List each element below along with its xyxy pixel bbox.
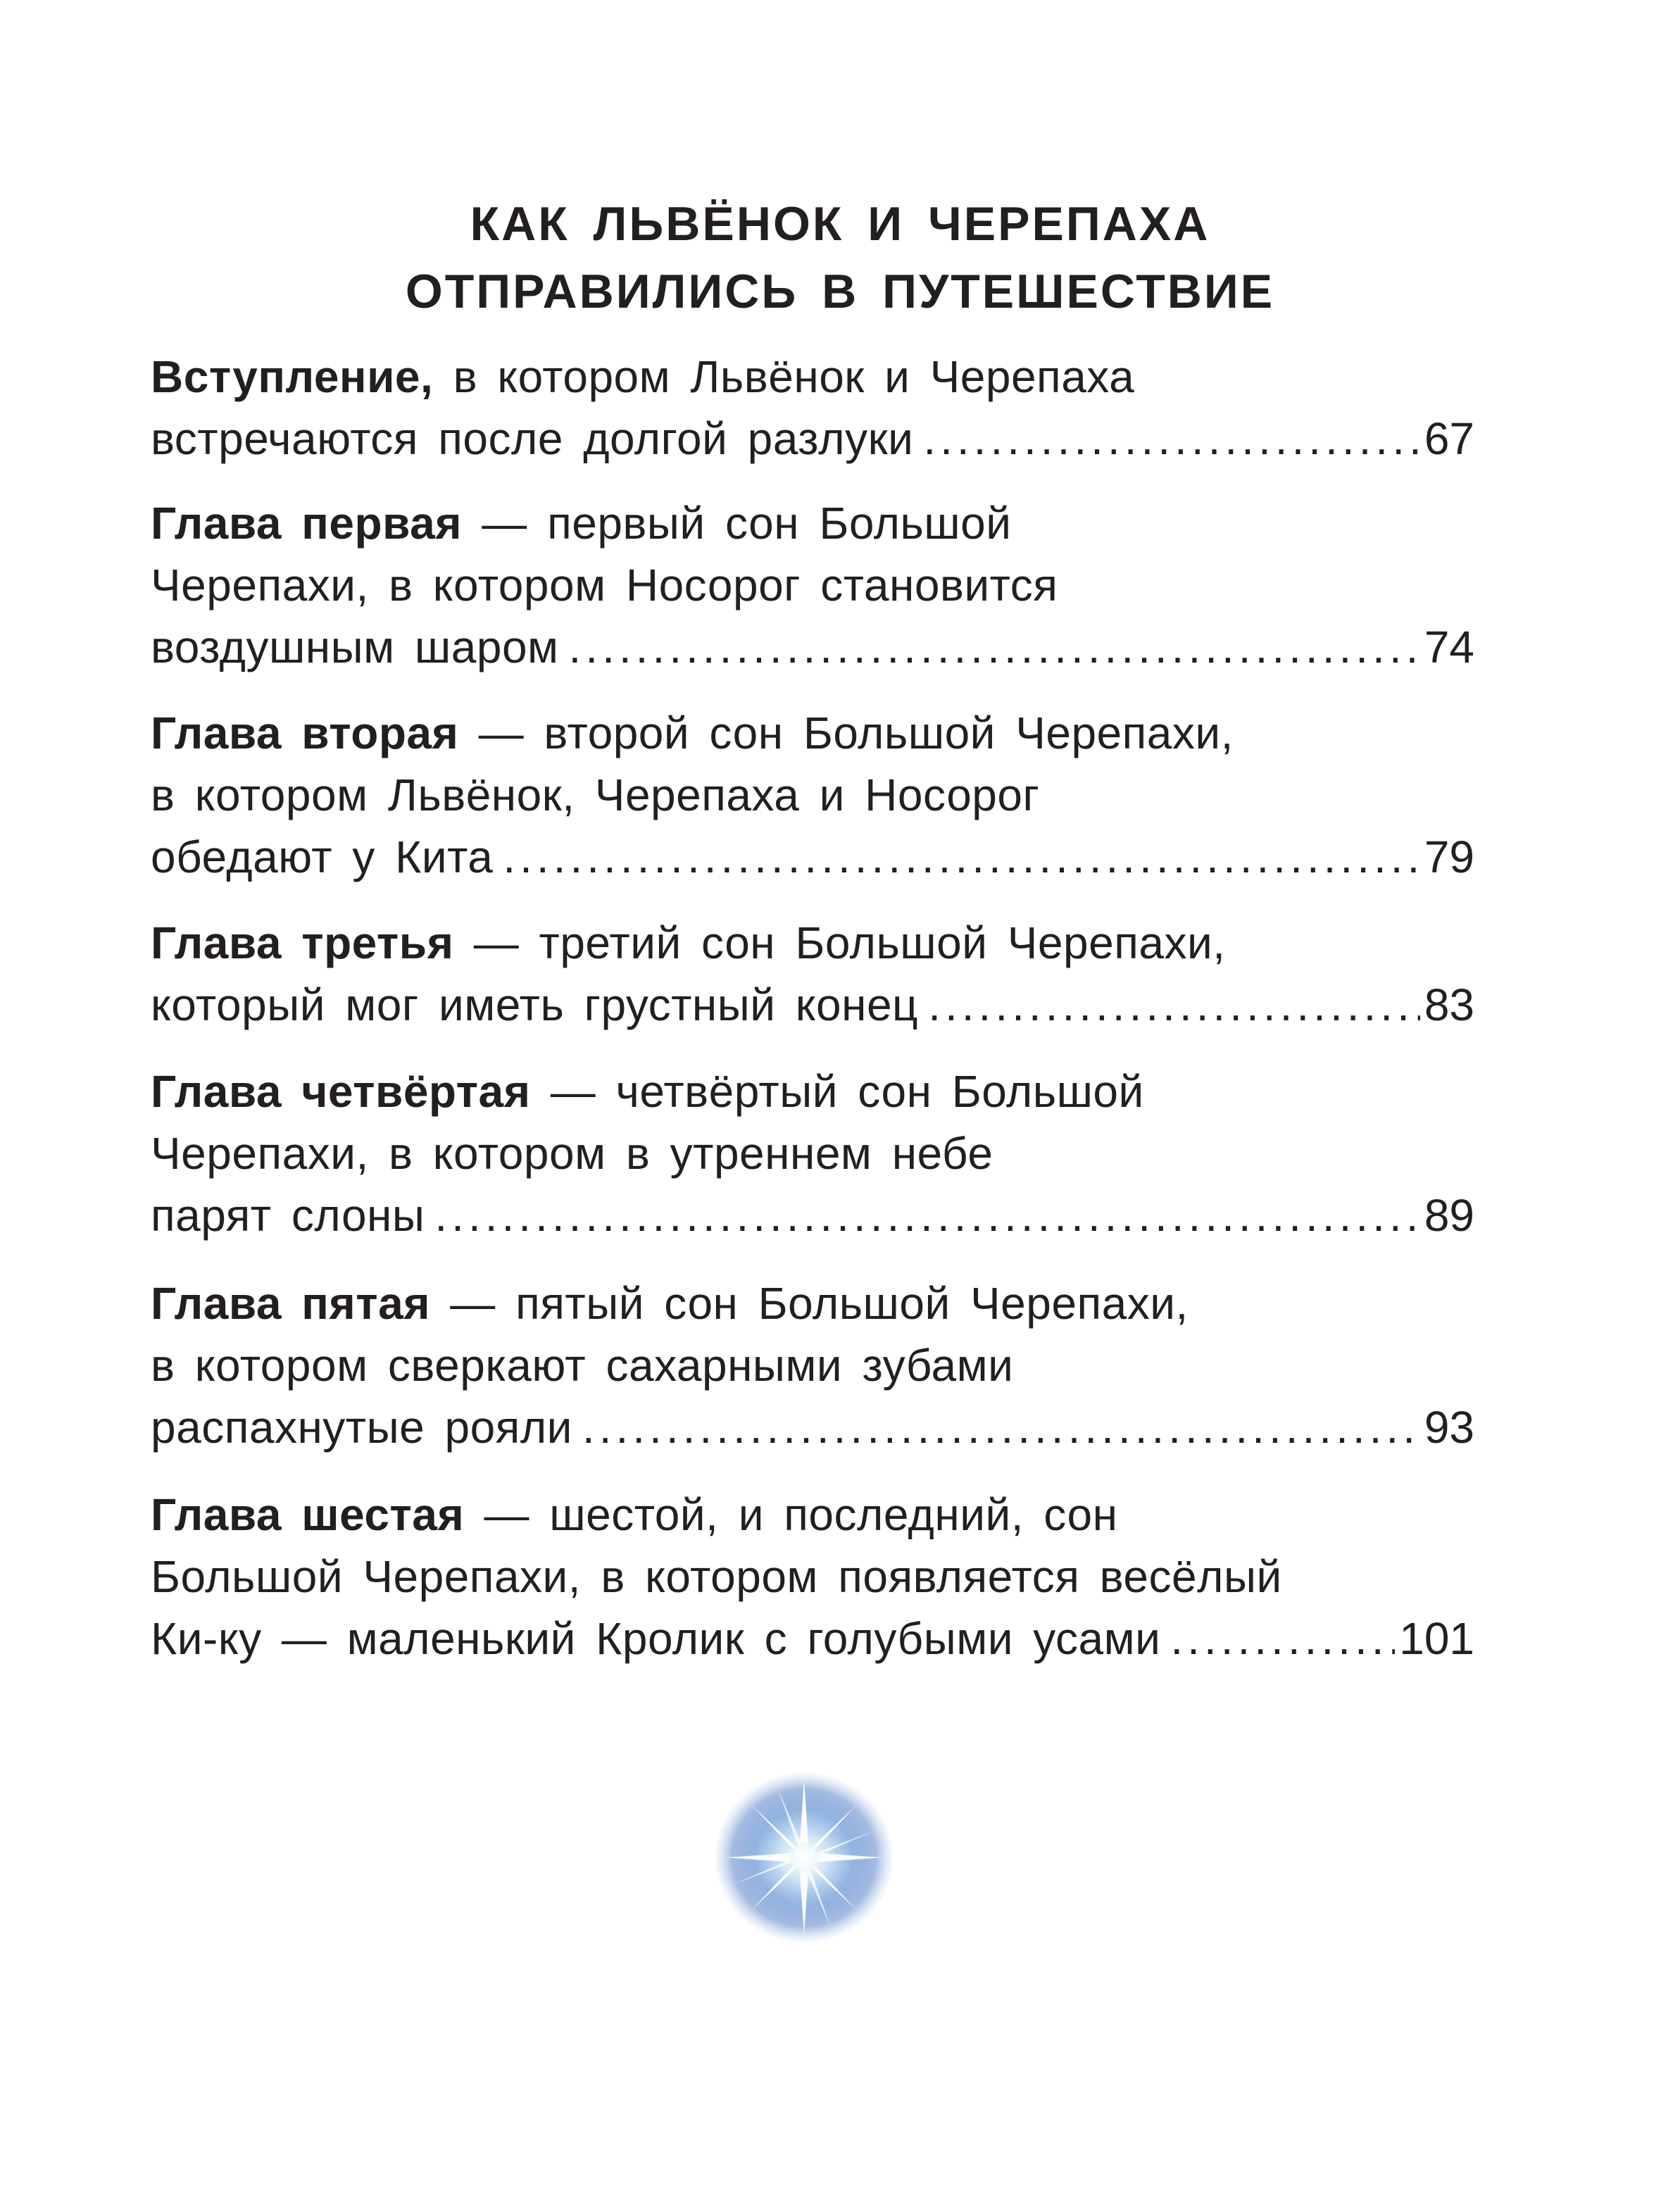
toc-entry-description: Черепахи, в котором в утреннем небе <box>151 1128 993 1179</box>
toc-page-number: 79 <box>1424 832 1474 882</box>
toc-entry-description: Большой Черепахи, в котором появляется весёлый <box>151 1551 1282 1602</box>
toc-entry-text <box>151 770 1039 820</box>
toc-entry-description: в котором Львёнок, Черепаха и Носорог <box>151 770 1040 820</box>
toc-leader-dots <box>1170 1607 1395 1670</box>
toc-entry-last-line <box>151 1184 1474 1247</box>
toc-entry-line <box>151 1272 1474 1335</box>
toc-entry-text <box>151 615 559 679</box>
toc-page-number: 83 <box>1424 979 1474 1030</box>
toc-entry-line <box>151 1483 1474 1546</box>
toc-entry-text <box>151 351 1134 402</box>
toc-entry-text <box>151 1184 425 1247</box>
toc-leader-dots <box>434 1184 1419 1247</box>
page-title-line-2: ОТПРАВИЛИСЬ В ПУТЕШЕСТВИЕ <box>405 265 1275 318</box>
toc-entry-line <box>151 1060 1474 1123</box>
page-title-line-1: КАК ЛЬВЁНОК И ЧЕРЕПАХА <box>470 197 1210 251</box>
toc-entry-last-line <box>151 407 1474 470</box>
toc-page-number: 74 <box>1424 622 1474 672</box>
toc-leader-dots <box>923 407 1420 470</box>
toc-entry-line <box>151 553 1474 617</box>
toc-entry-description: Ки-ку — маленький Кролик с голубыми усами <box>151 1613 1161 1664</box>
toc-entry-text <box>151 1340 1013 1391</box>
toc-entry-line <box>151 701 1474 765</box>
toc-entry-line <box>151 763 1474 827</box>
toc-leader-dots <box>503 825 1419 889</box>
toc-entry-label: Глава первая <box>151 498 462 549</box>
toc-entry-line <box>151 911 1474 975</box>
toc-entry-line <box>151 345 1474 408</box>
toc-entry-text <box>151 918 1225 968</box>
toc-entry-line <box>151 491 1474 555</box>
toc-entry-description: встречаются после долгой разлуки <box>151 413 914 464</box>
toc-entry-text <box>151 708 1234 758</box>
toc-entry-description: распахнутые рояли <box>151 1402 572 1453</box>
toc-entry-label: Глава четвёртая <box>151 1066 531 1117</box>
page-title <box>0 190 1680 325</box>
toc-page-number: 101 <box>1399 1613 1474 1664</box>
toc-leader-dots <box>928 973 1420 1037</box>
toc-entry-description: парят слоны <box>151 1190 425 1241</box>
toc-entry-text <box>151 1551 1282 1602</box>
toc-entry-description: Черепахи, в котором Носорог становится <box>151 560 1058 611</box>
toc-entry-description: в котором Львёнок и Черепаха <box>433 351 1135 402</box>
toc-entry-last-line <box>151 1396 1474 1459</box>
toc-entry-description: — первый сон Большой <box>462 498 1012 549</box>
toc-entry-text <box>151 1396 572 1459</box>
toc-entry-last-line <box>151 615 1474 679</box>
toc-page-number: 89 <box>1424 1190 1474 1241</box>
toc-entry-text <box>151 560 1058 611</box>
toc-entry-label: Вступление, <box>151 351 434 402</box>
toc-entry-last-line <box>151 825 1474 889</box>
toc-entry-text <box>151 1607 1160 1670</box>
toc-entry-text <box>151 1128 993 1179</box>
toc-entry-text <box>151 1489 1117 1540</box>
toc-entry-line <box>151 1545 1474 1608</box>
toc-page-number: 67 <box>1424 413 1474 464</box>
star-icon <box>713 1766 896 1949</box>
toc-entry-label: Глава третья <box>151 918 454 968</box>
toc-page-number: 93 <box>1424 1402 1474 1453</box>
toc-entry-label: Глава шестая <box>151 1489 465 1540</box>
star-core <box>787 1841 821 1874</box>
toc-entry-text <box>151 1066 1144 1117</box>
toc-entry-description: — четвёртый сон Большой <box>530 1066 1144 1117</box>
toc-entry-text <box>151 407 913 470</box>
toc-entry-description: который мог иметь грустный конец <box>151 979 919 1030</box>
toc-entry-text <box>151 1278 1189 1329</box>
toc-entry-text <box>151 825 493 889</box>
toc-entry-text <box>151 498 1011 549</box>
toc-entry-description: — пятый сон Большой Черепахи, <box>430 1278 1189 1329</box>
toc-leader-dots <box>569 615 1420 679</box>
toc-entry-line <box>151 1334 1474 1397</box>
toc-entry-description: — третий сон Большой Черепахи, <box>453 918 1226 968</box>
toc-entry-line <box>151 1122 1474 1185</box>
toc-entry-last-line <box>151 1607 1474 1670</box>
toc-leader-dots <box>582 1396 1420 1459</box>
toc-entry-description: воздушным шаром <box>151 622 559 672</box>
toc-entry-label: Глава вторая <box>151 708 459 758</box>
toc-entry-last-line <box>151 973 1474 1037</box>
toc-entry-description: — шестой, и последний, сон <box>464 1489 1118 1540</box>
toc-entry-description: — второй сон Большой Черепахи, <box>458 708 1234 758</box>
toc-entry-description: в котором сверкают сахарными зубами <box>151 1340 1014 1391</box>
toc-entry-description: обедают у Кита <box>151 832 494 882</box>
toc-entry-label: Глава пятая <box>151 1278 430 1329</box>
toc-entry-text <box>151 973 918 1037</box>
